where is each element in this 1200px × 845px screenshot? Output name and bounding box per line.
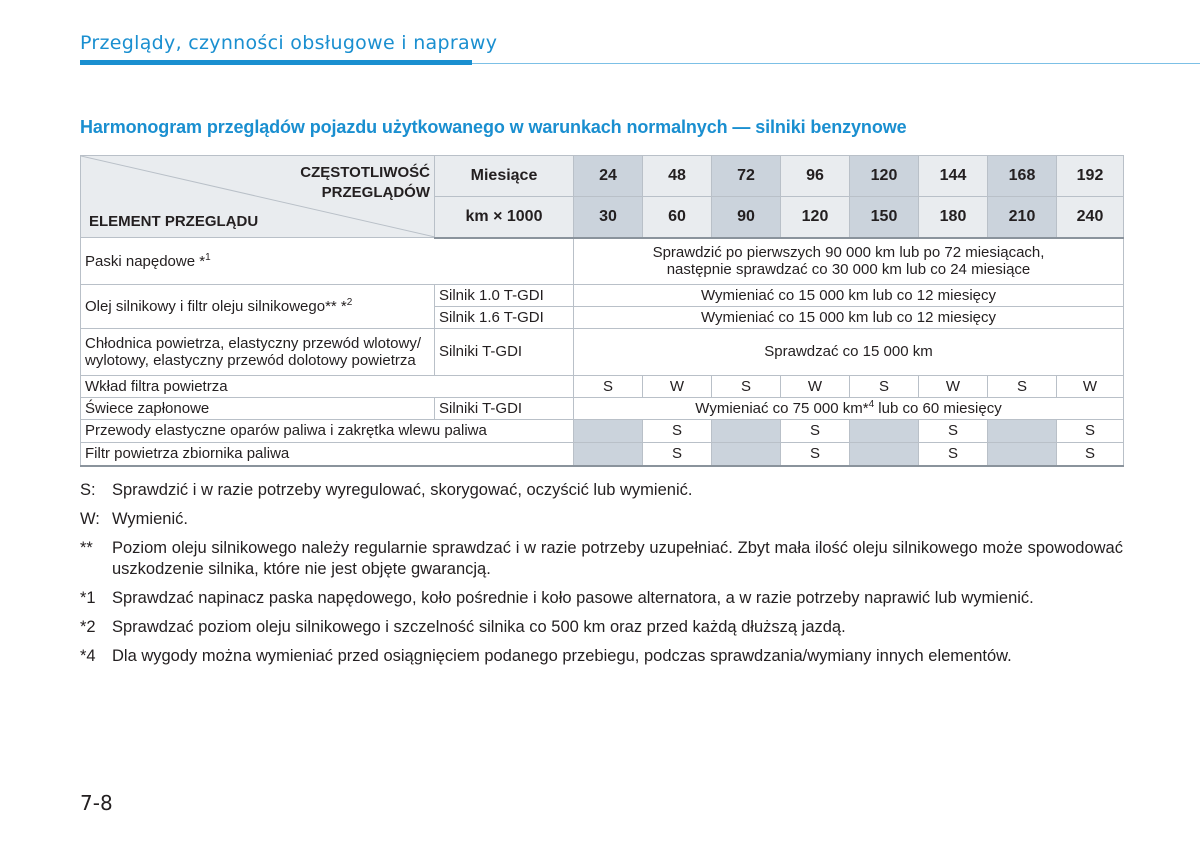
schedule-cell — [850, 443, 919, 466]
schedule-cell — [574, 443, 643, 466]
item-vapor-hoses: Przewody elastyczne oparów paliwa i zakrętka wlewu paliwa — [81, 420, 574, 443]
table-row — [81, 238, 1124, 285]
note-mark: ** — [80, 538, 93, 557]
schedule-cell — [988, 420, 1057, 443]
schedule-cell — [712, 420, 781, 443]
note-mark: W: — [80, 509, 100, 528]
km-label: km × 1000 — [435, 197, 574, 238]
month-cell: 168 — [988, 156, 1057, 197]
schedule-cell: W — [1057, 376, 1124, 398]
schedule-cell: S — [1057, 443, 1124, 466]
note-item — [80, 588, 1123, 610]
chapter-rule — [80, 60, 472, 65]
chapter-title: Przeglądy, czynności obsługowe i naprawy — [80, 32, 498, 54]
note-text: Wymienić. — [112, 509, 188, 528]
schedule-cell: W — [781, 376, 850, 398]
plugs-interval — [574, 398, 1124, 420]
legend-notes — [80, 480, 1123, 674]
month-cell: 96 — [781, 156, 850, 197]
schedule-cell: S — [781, 443, 850, 466]
interval-line2: następnie sprawdzać co 30 000 km lub co 24 miesiące — [666, 261, 1031, 279]
item-drive-belts — [81, 238, 574, 285]
item-tank-filter: Filtr powietrza zbiornika paliwa — [81, 443, 574, 466]
item-label: Olej silnikowy i filtr oleju silnikowego** * — [85, 297, 347, 315]
interval-text: lub co 60 miesięcy — [874, 399, 1002, 417]
header-row-months — [81, 156, 1124, 197]
cooler-interval: Sprawdzać co 15 000 km — [574, 329, 1124, 376]
engine-variant: Silniki T-GDI — [435, 329, 574, 376]
schedule-cell: S — [781, 420, 850, 443]
schedule-cell — [712, 443, 781, 466]
km-cell: 180 — [919, 197, 988, 238]
schedule-cell: S — [1057, 420, 1124, 443]
note-item — [80, 646, 1123, 668]
item-label-line2: wylotowy, elastyczny przewód dolotowy powietrza — [85, 352, 416, 369]
item-air-filter: Wkład filtra powietrza — [81, 376, 574, 398]
note-text: Sprawdzić i w razie potrzeby wyregulować, skorygować, oczyścić lub wymienić. — [112, 481, 693, 499]
belts-interval — [574, 238, 1124, 285]
table-row — [81, 376, 1124, 398]
item-intercooler — [81, 329, 435, 376]
table-row — [81, 420, 1124, 443]
km-cell: 150 — [850, 197, 919, 238]
note-text: Dla wygody można wymieniać przed osiągnięciem podanego przebiegu, podczas sprawdzania/wymiany innych elementów. — [112, 646, 1012, 665]
page-number: 7-8 — [80, 791, 113, 815]
schedule-cell: S — [850, 376, 919, 398]
schedule-cell: W — [919, 376, 988, 398]
oil-interval: Wymieniać co 15 000 km lub co 12 miesięcy — [574, 285, 1124, 307]
schedule-cell: S — [712, 376, 781, 398]
month-cell: 120 — [850, 156, 919, 197]
item-label: Paski napędowe * — [85, 252, 206, 270]
month-cell: 48 — [643, 156, 712, 197]
frequency-label-line2: PRZEGLĄDÓW — [321, 183, 430, 201]
month-cell: 144 — [919, 156, 988, 197]
schedule-cell: S — [988, 376, 1057, 398]
oil-interval: Wymieniać co 15 000 km lub co 12 miesięcy — [574, 307, 1124, 329]
month-cell: 72 — [712, 156, 781, 197]
header-divider — [472, 63, 1200, 64]
note-text: Sprawdzać poziom oleju silnikowego i szczelność silnika co 500 km oraz przed każdą dłuższą jazdą. — [112, 617, 846, 636]
maintenance-schedule-table — [80, 155, 1124, 467]
frequency-label — [300, 163, 430, 202]
note-mark: S: — [80, 481, 96, 499]
note-text: Poziom oleju silnikowego należy regularnie sprawdzać i w razie potrzeby uzupełniać. Zbyt mała ilość oleju silnikowego może spowodować uszkodzenie silnika, które nie jest objęte gwarancją. — [112, 538, 1123, 579]
schedule-cell: S — [919, 420, 988, 443]
table-row — [81, 398, 1124, 420]
note-item — [80, 480, 1123, 502]
schedule-cell: W — [643, 376, 712, 398]
table-row — [81, 329, 1124, 376]
engine-variant: Silniki T-GDI — [435, 398, 574, 420]
note-mark: *1 — [80, 589, 96, 608]
schedule-cell: S — [919, 443, 988, 466]
header-corner-cell — [81, 156, 435, 238]
month-cell: 192 — [1057, 156, 1124, 197]
km-cell: 120 — [781, 197, 850, 238]
interval-text: Wymieniać co 75 000 km* — [695, 399, 869, 417]
footnote-ref: 2 — [346, 296, 353, 308]
note-item — [80, 617, 1123, 639]
month-cell: 24 — [574, 156, 643, 197]
schedule-cell — [988, 443, 1057, 466]
schedule-cell: S — [643, 443, 712, 466]
footnote-ref: 1 — [205, 251, 211, 263]
schedule-cell: S — [643, 420, 712, 443]
section-title: Harmonogram przeglądów pojazdu użytkowanego w warunkach normalnych — silniki benzynowe — [80, 117, 907, 137]
note-item — [80, 538, 1123, 582]
schedule-cell — [850, 420, 919, 443]
schedule-cell — [574, 420, 643, 443]
km-cell: 30 — [574, 197, 643, 238]
km-cell: 90 — [712, 197, 781, 238]
item-label-line1: Chłodnica powietrza, elastyczny przewód wlotowy/ — [85, 334, 421, 352]
interval-line1: Sprawdzić po pierwszych 90 000 km lub po 72 miesiącach, — [652, 244, 1045, 261]
note-item — [80, 509, 1123, 531]
engine-variant: Silnik 1.6 T-GDI — [435, 307, 574, 329]
element-label: ELEMENT PRZEGLĄDU — [89, 212, 259, 230]
km-cell: 60 — [643, 197, 712, 238]
schedule-cell: S — [574, 376, 643, 398]
note-mark: *2 — [80, 617, 96, 636]
months-label: Miesiące — [435, 156, 574, 197]
km-cell: 240 — [1057, 197, 1124, 238]
item-engine-oil — [81, 285, 435, 329]
table-row — [81, 285, 1124, 307]
engine-variant: Silnik 1.0 T-GDI — [435, 285, 574, 307]
item-spark-plugs: Świece zapłonowe — [81, 398, 435, 420]
footnote-ref: 4 — [868, 398, 875, 410]
frequency-label-line1: CZĘSTOTLIWOŚĆ — [300, 164, 430, 181]
note-text: Sprawdzać napinacz paska napędowego, koło pośrednie i koło pasowe alternatora, a w razie potrzeby naprawić lub wymienić. — [112, 589, 1034, 608]
km-cell: 210 — [988, 197, 1057, 238]
table-row — [81, 443, 1124, 466]
note-mark: *4 — [80, 646, 96, 665]
